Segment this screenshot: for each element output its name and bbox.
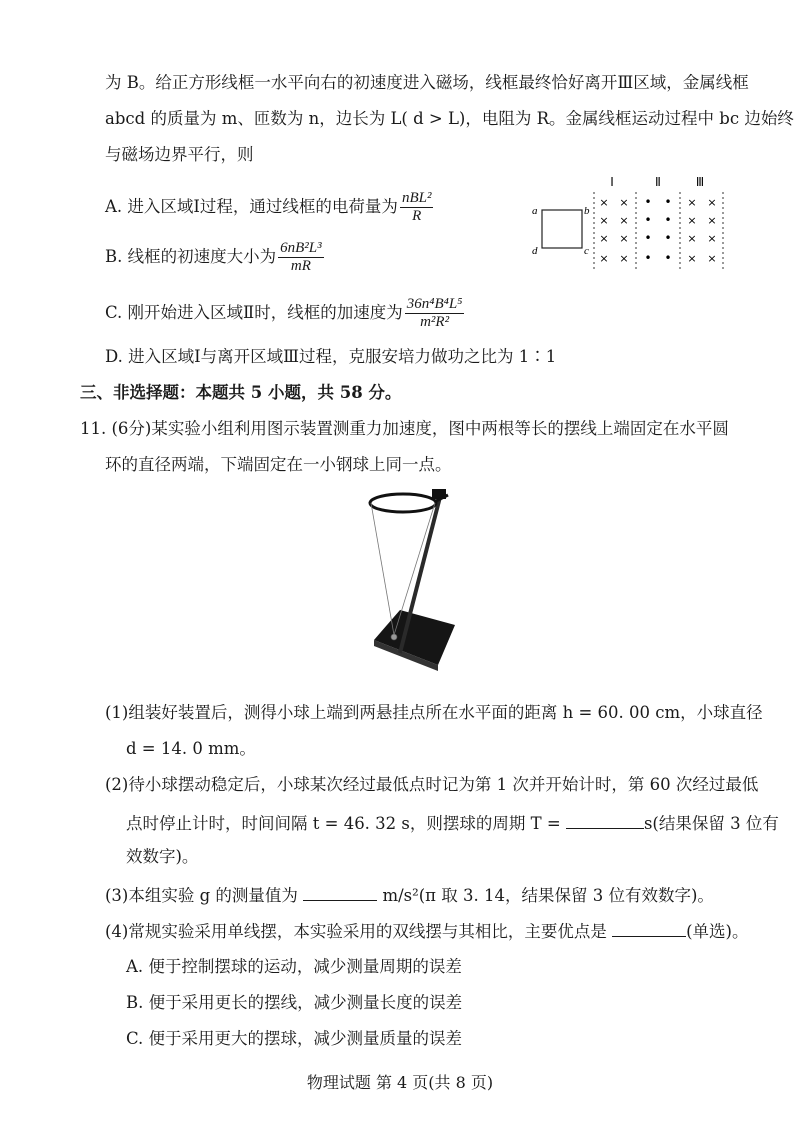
field-cross-marker: × xyxy=(599,214,609,227)
q11-part4-text-a: (4)常规实验采用单线摆，本实验采用的双线摆与其相比，主要优点是 xyxy=(105,922,607,941)
q10-option-d: D. 进入区域Ⅰ与离开区域Ⅲ过程，克服安培力做功之比为 1∶1 xyxy=(105,347,557,366)
q10-option-b-num: 6nB²L³ xyxy=(280,240,322,256)
choice-answer-blank[interactable] xyxy=(612,918,686,937)
q10-option-a-fraction xyxy=(400,190,434,225)
field-cross-marker: × xyxy=(707,232,717,245)
bifilar-pendulum-apparatus xyxy=(360,485,470,675)
field-cross-marker: × xyxy=(599,196,609,209)
field-dot-marker: • xyxy=(644,251,652,265)
q10-option-b-fraction xyxy=(278,240,324,275)
q10-option-a-num: nBL² xyxy=(401,190,432,206)
q11-part3 xyxy=(105,882,714,907)
field-cross-marker: × xyxy=(687,252,697,265)
field-cross-marker: × xyxy=(619,214,629,227)
field-cross-marker: × xyxy=(619,232,629,245)
q11-part1-line2: d = 14. 0 mm。 xyxy=(126,739,256,758)
q11-part4-option-c: C. 便于采用更大的摆球，减少测量质量的误差 xyxy=(126,1029,463,1048)
corner-label-a: a xyxy=(532,205,538,217)
field-dot-marker: • xyxy=(644,231,652,245)
section-3-heading: 三、非选择题：本题共 5 小题，共 58 分。 xyxy=(80,383,402,402)
q11-part4-option-a: A. 便于控制摆球的运动，减少测量周期的误差 xyxy=(126,957,462,976)
field-markers xyxy=(599,195,716,265)
q11-line2: 环的直径两端，下端固定在一小钢球上同一点。 xyxy=(105,455,452,474)
region-label-3: Ⅲ xyxy=(695,175,705,189)
pendulum-string-left xyxy=(371,503,394,635)
q10-option-a-text: A. 进入区域Ⅰ过程，通过线框的电荷量为 xyxy=(105,197,398,216)
field-dot-marker: • xyxy=(644,195,652,209)
q11-part2-text-a: 点时停止计时，时间间隔 t = 46. 32 s，则摆球的周期 T = xyxy=(126,814,561,833)
square-coil xyxy=(542,210,582,248)
q11-part1-line1: (1)组装好装置后，测得小球上端到两悬挂点所在水平面的距离 h = 60. 00 cm，小球直径 xyxy=(105,703,763,722)
field-dot-marker: • xyxy=(664,213,672,227)
q10-option-b-text: B. 线框的初速度大小为 xyxy=(105,247,277,266)
horizontal-ring xyxy=(370,494,436,512)
q11-part4-option-b: B. 便于采用更长的摆线，减少测量长度的误差 xyxy=(126,993,463,1012)
q10-option-a xyxy=(105,190,435,225)
q10-option-c-den: m²R² xyxy=(420,314,450,330)
q11-part2-text-b: s(结果保留 3 位有 xyxy=(643,814,779,833)
q10-option-a-den: R xyxy=(412,208,422,224)
q11-part2-line3: 效数字)。 xyxy=(126,847,199,866)
q10-option-c-text: C. 刚开始进入区域Ⅱ时，线框的加速度为 xyxy=(105,303,403,322)
corner-label-d: d xyxy=(532,245,538,257)
field-dot-marker: • xyxy=(664,231,672,245)
field-cross-marker: × xyxy=(687,232,697,245)
region-label-2: Ⅱ xyxy=(655,175,661,189)
steel-ball xyxy=(391,634,397,640)
corner-label-c: c xyxy=(584,245,589,257)
field-cross-marker: × xyxy=(619,196,629,209)
q11-part4-text-b: (单选)。 xyxy=(686,922,749,941)
q11-line1: 11. (6分)某实验小组利用图示装置测重力加速度，图中两根等长的摆线上端固定在水平圆 xyxy=(80,419,729,438)
region-boundaries xyxy=(594,192,723,270)
page-footer: 物理试题 第 4 页(共 8 页) xyxy=(306,1073,494,1092)
field-dot-marker: • xyxy=(664,251,672,265)
field-cross-marker: × xyxy=(707,196,717,209)
field-cross-marker: × xyxy=(687,214,697,227)
field-cross-marker: × xyxy=(599,252,609,265)
field-dot-marker: • xyxy=(664,195,672,209)
g-answer-blank[interactable] xyxy=(303,882,377,901)
field-cross-marker: × xyxy=(707,252,717,265)
field-cross-marker: × xyxy=(599,232,609,245)
field-cross-marker: × xyxy=(619,252,629,265)
q10-line2: abcd 的质量为 m、匝数为 n，边长为 L( d > L)，电阻为 R。金属线框运动过程中 bc 边始终 xyxy=(105,109,794,128)
magnetic-field-diagram xyxy=(528,172,728,272)
q10-line3: 与磁场边界平行，则 xyxy=(105,145,254,164)
q10-option-b-den: mR xyxy=(290,258,311,274)
q11-part3-text-a: (3)本组实验 g 的测量值为 xyxy=(105,886,298,905)
corner-label-b: b xyxy=(584,205,590,217)
q10-option-c-num: 36n⁴B⁴L⁵ xyxy=(406,296,463,312)
q11-part3-text-b: m/s²(π 取 3. 14，结果保留 3 位有效数字)。 xyxy=(382,886,714,905)
q11-part4 xyxy=(105,918,749,943)
field-cross-marker: × xyxy=(687,196,697,209)
q10-option-c-fraction xyxy=(405,296,465,331)
field-cross-marker: × xyxy=(707,214,717,227)
q11-part2-line2 xyxy=(126,810,779,835)
field-dot-marker: • xyxy=(644,213,652,227)
q10-line1: 为 B。给正方形线框一水平向右的初速度进入磁场，线框最终恰好离开Ⅲ区域，金属线框 xyxy=(105,73,749,92)
region-label-1: Ⅰ xyxy=(610,175,614,189)
period-answer-blank[interactable] xyxy=(566,810,644,829)
q11-part2-line1: (2)待小球摆动稳定后，小球某次经过最低点时记为第 1 次并开始计时，第 60 次经过最低 xyxy=(105,775,759,794)
q10-option-c xyxy=(105,296,466,331)
q10-option-b xyxy=(105,240,326,275)
